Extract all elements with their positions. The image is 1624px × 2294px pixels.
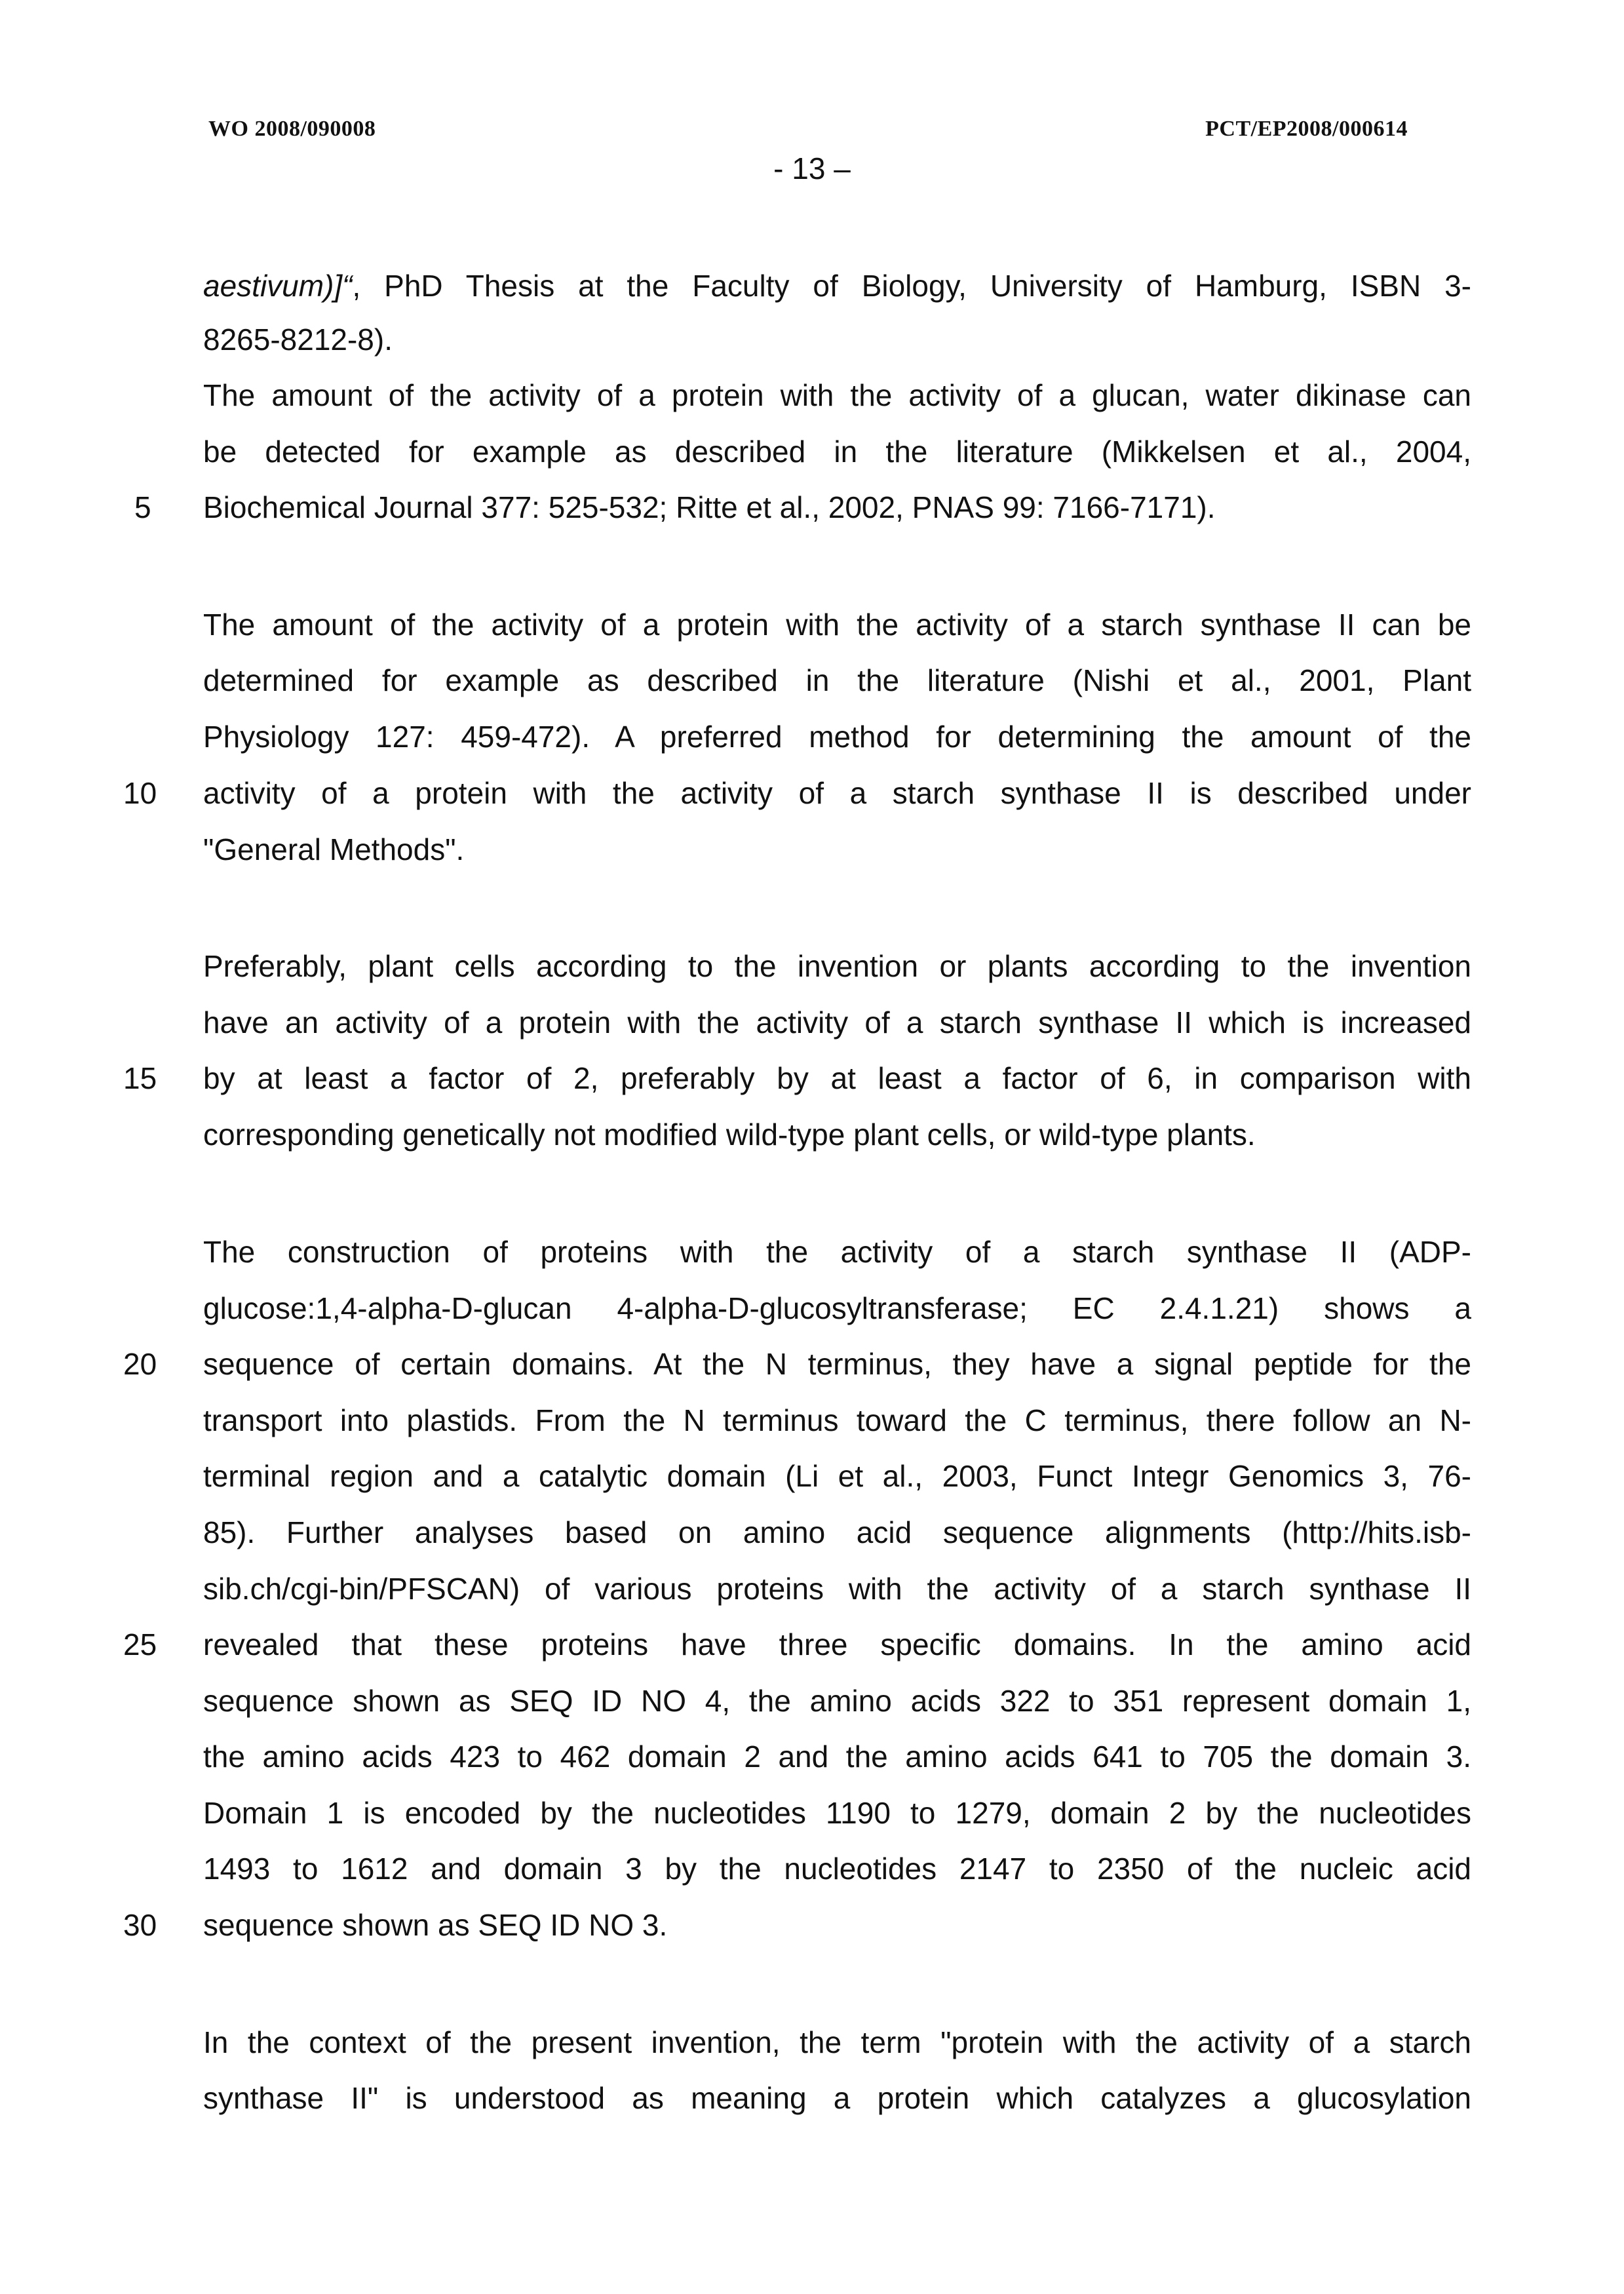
italic-term: aestivum)]“ (203, 269, 353, 303)
line-number: 10 (123, 776, 157, 810)
text-line-rest: , PhD Thesis at the Faculty of Biology, University of Hamburg, ISBN 3- (352, 269, 1471, 303)
text-line: determined for example as described in the literature (Nishi et al., 2001, Plant (203, 663, 1471, 697)
text-line: The amount of the activity of a protein with the activity of a starch synthase II can be (203, 608, 1471, 642)
text-line: the amino acids 423 to 462 domain 2 and the amino acids 641 to 705 the domain 3. (203, 1740, 1471, 1774)
text-line: corresponding genetically not modified wild-type plant cells, or wild-type plants. (203, 1118, 1256, 1152)
text-line: 1493 to 1612 and domain 3 by the nucleotides 2147 to 2350 of the nucleic acid (203, 1852, 1471, 1886)
text-line: Preferably, plant cells according to the invention or plants according to the invention (203, 949, 1471, 983)
text-line: by at least a factor of 2, preferably by at least a factor of 6, in comparison with (203, 1061, 1471, 1095)
text-line: glucose:1,4-alpha-D-glucan 4-alpha-D-glucosyltransferase; EC 2.4.1.21) shows a (203, 1291, 1471, 1325)
text-line: In the context of the present invention, the term "protein with the activity of a starch (203, 2025, 1471, 2059)
text-line: The amount of the activity of a protein with the activity of a glucan, water dikinase can (203, 378, 1471, 412)
text-line: Physiology 127: 459-472). A preferred method for determining the amount of the (203, 720, 1471, 754)
line-number: 20 (123, 1347, 157, 1381)
text-line: synthase II" is understood as meaning a protein which catalyzes a glucosylation (203, 2081, 1471, 2115)
text-line: transport into plastids. From the N terminus toward the C terminus, there follow an N- (203, 1403, 1471, 1437)
text-line: sequence shown as SEQ ID NO 4, the amino acids 322 to 351 represent domain 1, (203, 1684, 1471, 1718)
line-number: 25 (123, 1627, 157, 1662)
text-line: have an activity of a protein with the activity of a starch synthase II which is increased (203, 1005, 1471, 1040)
publication-number: WO 2008/090008 (208, 117, 376, 141)
text-line: activity of a protein with the activity of a starch synthase II is described under (203, 776, 1471, 810)
text-line: 85). Further analyses based on amino acid sequence alignments (http://hits.isb- (203, 1515, 1471, 1549)
text-line: Biochemical Journal 377: 525-532; Ritte et al., 2002, PNAS 99: 7166-7171). (203, 490, 1216, 524)
text-line: sequence shown as SEQ ID NO 3. (203, 1908, 668, 1942)
page-number: - 13 – (773, 151, 851, 185)
text-line: "General Methods". (203, 832, 465, 866)
text-line: sequence of certain domains. At the N terminus, they have a signal peptide for the (203, 1347, 1471, 1381)
application-number: PCT/EP2008/000614 (1205, 117, 1408, 141)
text-line: sib.ch/cgi-bin/PFSCAN) of various proteins with the activity of a starch synthase II (203, 1572, 1471, 1606)
text-line: be detected for example as described in the literature (Mikkelsen et al., 2004, (203, 435, 1471, 469)
text-line: terminal region and a catalytic domain (Li et al., 2003, Funct Integr Genomics 3, 76- (203, 1459, 1471, 1493)
text-line: The construction of proteins with the activity of a starch synthase II (ADP- (203, 1235, 1471, 1269)
text-line (203, 267, 1471, 304)
line-number: 30 (123, 1908, 157, 1942)
text-line: 8265-8212-8). (203, 322, 393, 357)
text-line: revealed that these proteins have three specific domains. In the amino acid (203, 1627, 1471, 1662)
line-number: 5 (134, 490, 151, 524)
line-number: 15 (123, 1061, 157, 1095)
text-line: Domain 1 is encoded by the nucleotides 1190 to 1279, domain 2 by the nucleotides (203, 1796, 1471, 1830)
